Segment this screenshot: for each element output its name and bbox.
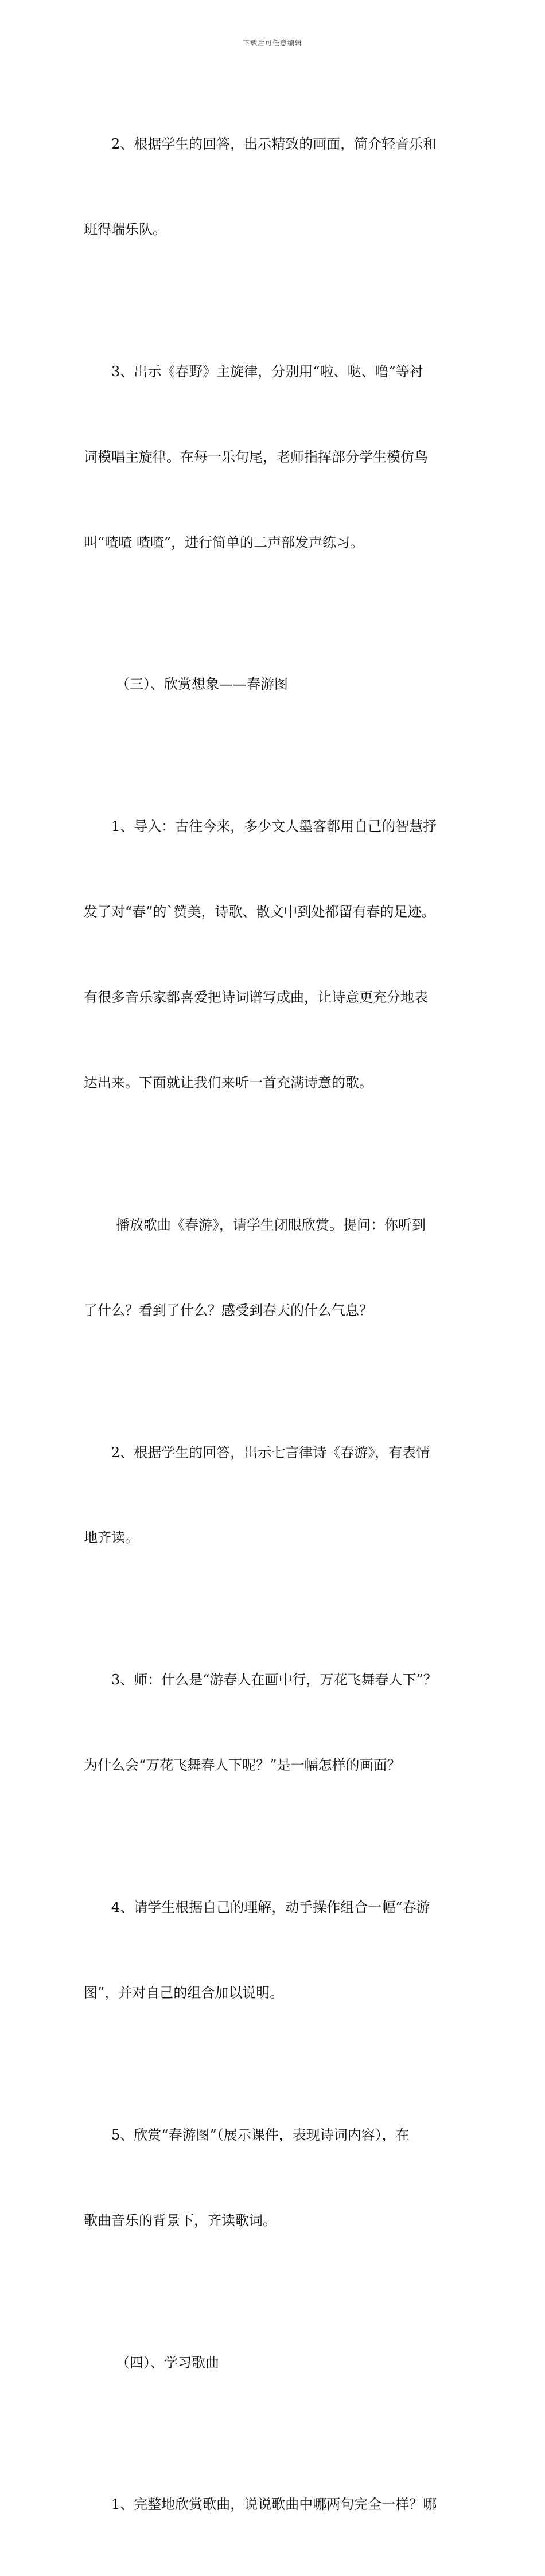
paragraph-step-5-appreciate [84,2064,474,2292]
paragraph-step-2-intro [84,73,474,301]
text-line: 了什么？看到了什么？感受到春天的什么气息？ [84,1302,373,1318]
text-line: 叫“喳喳 喳喳”，进行简单的二声部发声练习。 [84,534,364,551]
paragraph-step-2-poem [84,1381,474,1609]
heading-line: （四）、学习歌曲 [116,2354,219,2371]
paragraph-step-3-teacher [84,1609,474,1837]
text-line: 3、师：什么是“游春人在画中行，万花飞舞春人下”？ [111,1672,437,1688]
text-line: 1、完整地欣赏歌曲，说说歌曲中哪两句完全一样？哪 [111,2496,437,2513]
heading-line: （三）、欣赏想象——春游图 [116,676,288,693]
text-line: 4、请学生根据自己的理解，动手操作组合一幅“春游 [111,1899,430,1915]
text-line: 达出来。下面就让我们来听一首充满诗意的歌。 [84,1074,373,1091]
text-line: 3、出示《春野》主旋律，分别用“啦、哒、噜”等衬 [111,363,423,380]
paragraph-play-song [84,1154,474,1382]
paragraph-step-1-intro [84,756,474,1154]
text-line: 班得瑞乐队。 [84,221,166,237]
text-line: 1、导入：古往今来，多少文人墨客都用自己的智慧抒 [111,818,437,835]
section-heading-4 [84,2292,474,2434]
text-line: 2、根据学生的回答，出示精致的画面，简介轻音乐和 [111,136,437,153]
text-line: 发了对“春”的`赞美，诗歌、散文中到处都留有春的足迹。 [84,904,435,920]
page-header: 下载后可任意编辑 [242,39,302,47]
document-body [84,73,474,2576]
text-line: 为什么会“万花飞舞春人下呢？”是一幅怎样的画面？ [84,1757,401,1774]
section-heading-3 [84,614,474,756]
paragraph-step-3-melody [84,301,474,614]
text-line: 播放歌曲《春游》，请学生闭眼欣赏。提问：你听到 [116,1216,426,1233]
text-line: 5、欣赏“春游图”（展示课件，表现诗词内容），在 [111,2126,410,2143]
text-line: 图”，并对自己的组合加以说明。 [84,1984,284,2001]
text-line: 地齐读。 [84,1529,139,1546]
text-line: 词模唱主旋律。在每一乐句尾，老师指挥部分学生模仿鸟 [84,448,428,465]
paragraph-step-4-compose [84,1837,474,2064]
text-line: 有很多音乐家都喜爱把诗词谱写成曲，让诗意更充分地表 [84,989,428,1005]
paragraph-step-1-listen [84,2434,474,2576]
text-line: 2、根据学生的回答，出示七言律诗《春游》，有表情 [111,1444,430,1461]
text-line: 歌曲音乐的背景下，齐读歌词。 [84,2212,277,2228]
